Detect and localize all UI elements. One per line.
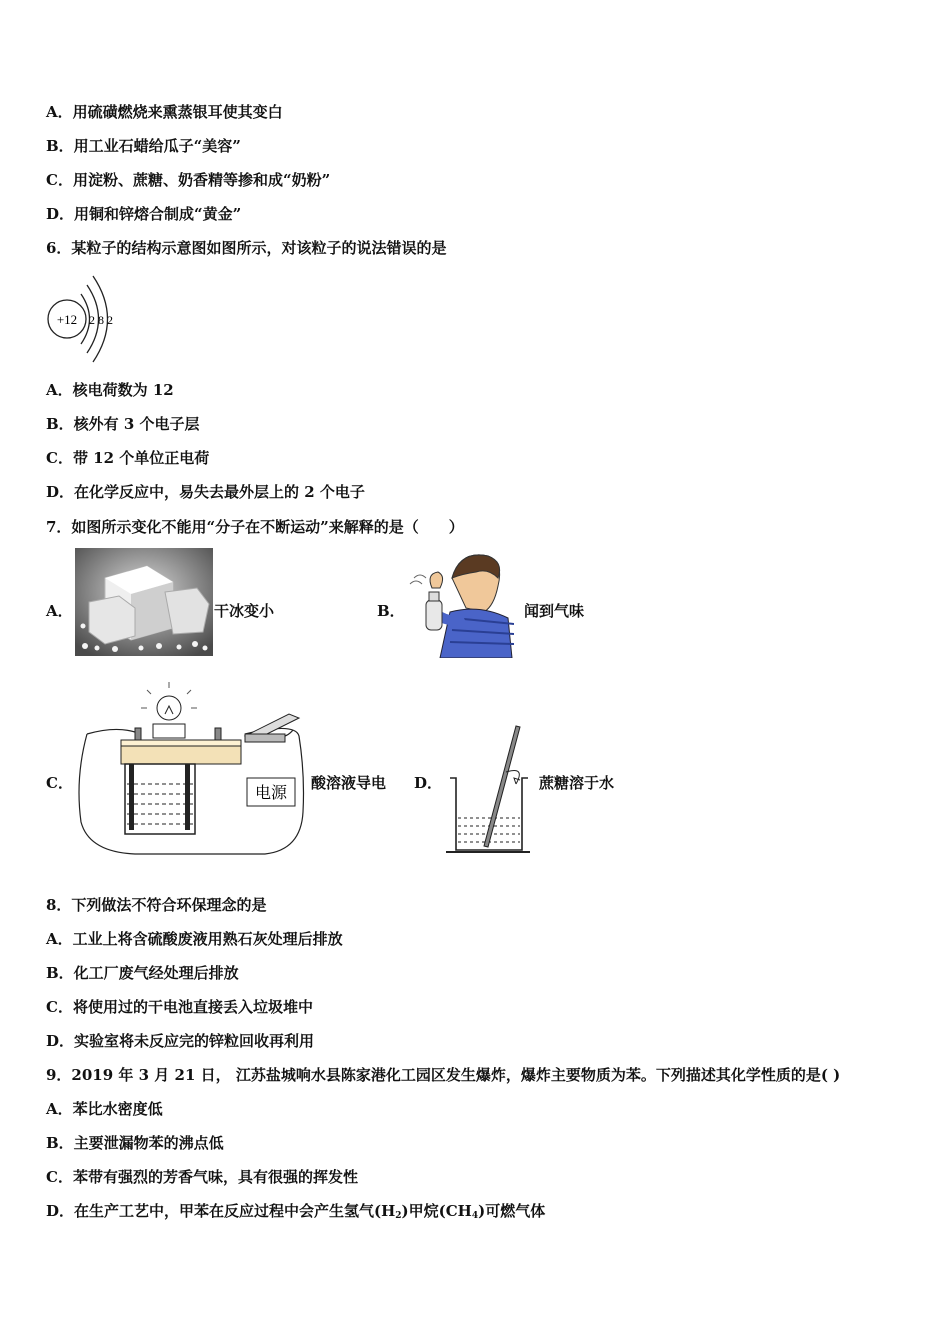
q8-option-c: C．将使用过的干电池直接丢入垃圾堆中 [46, 998, 313, 1016]
nucleus-charge: +12 [56, 312, 78, 327]
q5-option-d: D．用铜和锌熔合制成“黄金” [46, 205, 242, 223]
q9-stem: 9．2019 年 3 月 21 日， 江苏盐城响水县陈家港化工园区发生爆炸，爆炸主要物质为苯。下列描述其化学性质的是( ) [46, 1066, 841, 1084]
q5-option-a: A．用硫磺燃烧来熏蒸银耳使其变白 [46, 103, 283, 121]
sugar-beaker-image [444, 722, 532, 856]
q9-d-text-1: D．在生产工艺中，甲苯在反应过程中会产生氢气(H [46, 1202, 396, 1220]
power-supply-label: 电源 [254, 783, 288, 802]
shell-electrons: 2 8 2 [89, 313, 113, 327]
q8-option-d: D．实验室将未反应完的锌粒回收再利用 [46, 1032, 315, 1050]
q7-c-letter: C． [46, 774, 73, 792]
atom-structure-diagram [44, 272, 126, 364]
q7-d-letter: D． [414, 774, 443, 792]
q5-option-c: C．用淀粉、蔗糖、奶香精等掺和成“奶粉” [46, 171, 331, 189]
q7-c-caption: 酸溶液导电 [311, 774, 387, 792]
q7-b-caption: 闻到气味 [524, 602, 585, 620]
q7-a-letter: A． [46, 602, 73, 620]
q7-d-caption: 蔗糖溶于水 [539, 774, 615, 792]
q8-stem: 8．下列做法不符合环保理念的是 [46, 896, 267, 914]
q9-d-sub-1: 2 [395, 1211, 402, 1221]
q9-option-d [46, 1201, 545, 1226]
dry-ice-image [75, 548, 213, 656]
q7-b-letter: B． [377, 602, 405, 620]
q9-d-text-2: )甲烷(CH [401, 1202, 472, 1220]
acid-conductivity-apparatus [75, 682, 307, 856]
q8-option-a: A．工业上将含硫酸废液用熟石灰处理后排放 [46, 930, 343, 948]
q9-option-b: B．主要泄漏物苯的沸点低 [46, 1134, 224, 1152]
q9-option-c: C．苯带有强烈的芳香气味，具有很强的挥发性 [46, 1168, 358, 1186]
boy-smelling-image [402, 548, 514, 658]
q8-option-b: B．化工厂废气经处理后排放 [46, 964, 239, 982]
q9-d-text-3: )可燃气体 [478, 1202, 546, 1220]
q7-a-caption: 干冰变小 [214, 602, 275, 620]
q7-stem: 7．如图所示变化不能用“分子在不断运动”来解释的是（ ） [46, 518, 464, 536]
q9-d-sub-2: 4 [471, 1211, 479, 1221]
q6-option-a: A．核电荷数为 12 [46, 381, 174, 399]
q5-option-b: B．用工业石蜡给瓜子“美容” [46, 137, 241, 155]
q6-option-c: C．带 12 个单位正电荷 [46, 449, 210, 467]
q6-option-b: B．核外有 3 个电子层 [46, 415, 200, 433]
q6-option-d: D．在化学反应中，易失去最外层上的 2 个电子 [46, 483, 365, 501]
q9-option-a: A．苯比水密度低 [46, 1100, 163, 1118]
q6-stem: 6．某粒子的结构示意图如图所示，对该粒子的说法错误的是 [46, 239, 447, 257]
